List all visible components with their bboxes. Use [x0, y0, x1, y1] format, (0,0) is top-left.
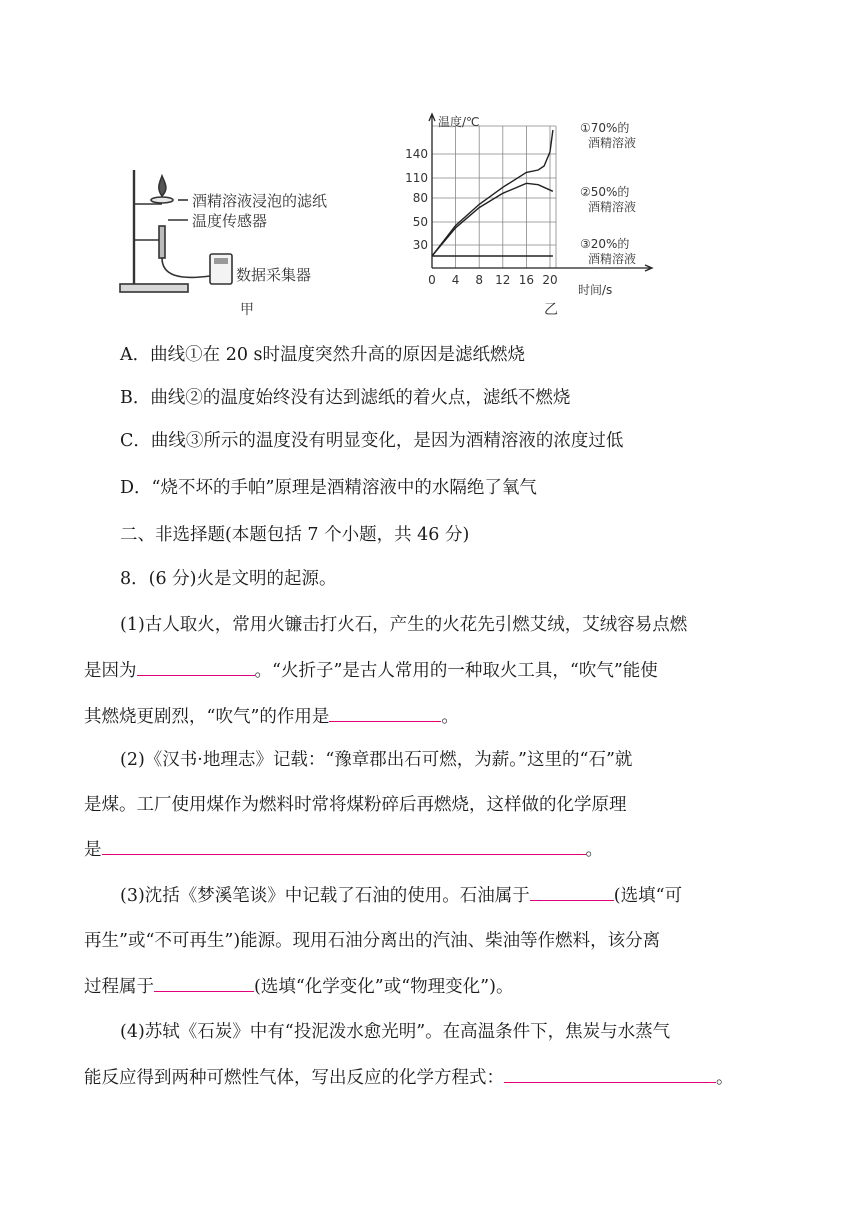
q8-p4-line1: (4)苏轼《石炭》中有“投泥泼水愈光明”。在高温条件下，焦炭与水蒸气	[120, 1022, 671, 1042]
x-tick-label: 12	[495, 273, 511, 287]
q8-p2-line3	[84, 836, 603, 863]
answer-blank-5[interactable]	[154, 973, 254, 992]
q8-p1-text: 是因为	[84, 661, 137, 681]
y-tick-label: 50	[412, 215, 428, 229]
filter-paper	[151, 197, 173, 203]
q8-p3-text: (3)沈括《梦溪笔谈》中记载了石油的使用。石油属于	[120, 886, 530, 906]
y-tick-label: 110	[405, 171, 428, 185]
x-axis-label: 时间/s	[578, 283, 613, 297]
q8-p1-line1: (1)古人取火，常用火镰击打火石，产生的火花先引燃艾绒，艾绒容易点燃	[120, 615, 688, 635]
q8-p1-text: 。“火折子”是古人常用的一种取火工具，“吹气”能使	[254, 661, 658, 681]
series-label: 酒精溶液	[588, 252, 637, 266]
q8-p2-line2: 是煤。工厂使用煤作为燃料时常将煤粉碎后再燃烧，这样做的化学原理	[84, 795, 627, 815]
answer-blank-2[interactable]	[329, 703, 441, 722]
series-label: ②50%的	[580, 185, 630, 199]
experiment-figure	[110, 108, 670, 328]
sensor-wire	[162, 258, 212, 277]
y-tick-label: 80	[412, 191, 428, 205]
q8-p2-text: 。	[585, 840, 603, 860]
x-tick-label: 16	[518, 273, 535, 287]
temperature-chart	[405, 114, 652, 297]
x-tick-label: 0	[428, 273, 436, 287]
series-label: 酒精溶液	[588, 200, 637, 214]
q8-p3-line1	[120, 882, 682, 909]
option-c: C．曲线③所示的温度没有明显变化，是因为酒精溶液的浓度过低	[120, 431, 624, 451]
q8-p3-line2: 再生”或“不可再生”)能源。现用石油分离出的汽油、柴油等作燃料，该分离	[84, 931, 661, 951]
caption-right: 乙	[544, 302, 558, 318]
answer-blank-3[interactable]	[102, 836, 586, 855]
apparatus-drawing	[120, 170, 232, 292]
caption-left: 甲	[240, 302, 254, 318]
q8-p4-line2	[84, 1064, 734, 1091]
option-d: D．“烧不坏的手帕”原理是酒精溶液中的水隔绝了氧气	[120, 478, 537, 498]
q8-p2-text: 是	[84, 840, 102, 860]
q8-p1-line2	[84, 657, 658, 684]
series-label: ③20%的	[580, 237, 630, 251]
q8-p3-line3	[84, 973, 513, 1000]
answer-blank-6[interactable]	[504, 1064, 716, 1083]
option-b: B．曲线②的温度始终没有达到滤纸的着火点，滤纸不燃烧	[120, 388, 571, 408]
x-tick-label: 20	[542, 273, 558, 287]
flame-icon	[159, 176, 166, 196]
answer-blank-4[interactable]	[530, 882, 614, 901]
x-tick-label: 4	[451, 273, 460, 287]
option-a: A．曲线①在 20 s时温度突然升高的原因是滤纸燃烧	[120, 345, 526, 365]
q8-p4-text: 能反应得到两种可燃性气体，写出反应的化学方程式：	[84, 1068, 504, 1088]
q8-p1-line3	[84, 703, 459, 730]
label-collector: 数据采集器	[236, 266, 312, 284]
series-label: ①70%的	[580, 121, 630, 135]
stand-base	[120, 284, 188, 292]
label-sensor: 温度传感器	[192, 212, 268, 230]
y-axis-label: 温度/℃	[438, 115, 480, 129]
q8-p2-line1: (2)《汉书·地理志》记载：“豫章郡出石可燃，为薪。”这里的“石”就	[120, 750, 633, 770]
section-heading: 二、非选择题(本题包括 7 个小题，共 46 分)	[120, 525, 470, 545]
q8-stem: 8．(6 分)火是文明的起源。	[120, 569, 337, 589]
q8-p4-text: 。	[716, 1068, 734, 1088]
label-filter-paper: 酒精溶液浸泡的滤纸	[192, 192, 328, 210]
q8-p3-text: (选填“可	[613, 886, 683, 906]
q8-p3-text: 过程属于	[84, 977, 154, 997]
figure-svg	[110, 108, 670, 328]
y-tick-label: 30	[412, 238, 428, 252]
sensor-probe	[159, 226, 165, 258]
collector-screen	[214, 258, 228, 264]
q8-p1-text: 其燃烧更剧烈，“吹气”的作用是	[84, 707, 330, 727]
x-tick-label: 8	[475, 273, 484, 287]
q8-p3-text: (选填“化学变化”或“物理变化”)。	[254, 977, 514, 997]
q8-p1-text: 。	[441, 707, 459, 727]
answer-blank-1[interactable]	[137, 657, 255, 676]
series-line-1	[432, 130, 553, 256]
series-label: 酒精溶液	[588, 136, 637, 150]
y-tick-label: 140	[405, 147, 428, 161]
